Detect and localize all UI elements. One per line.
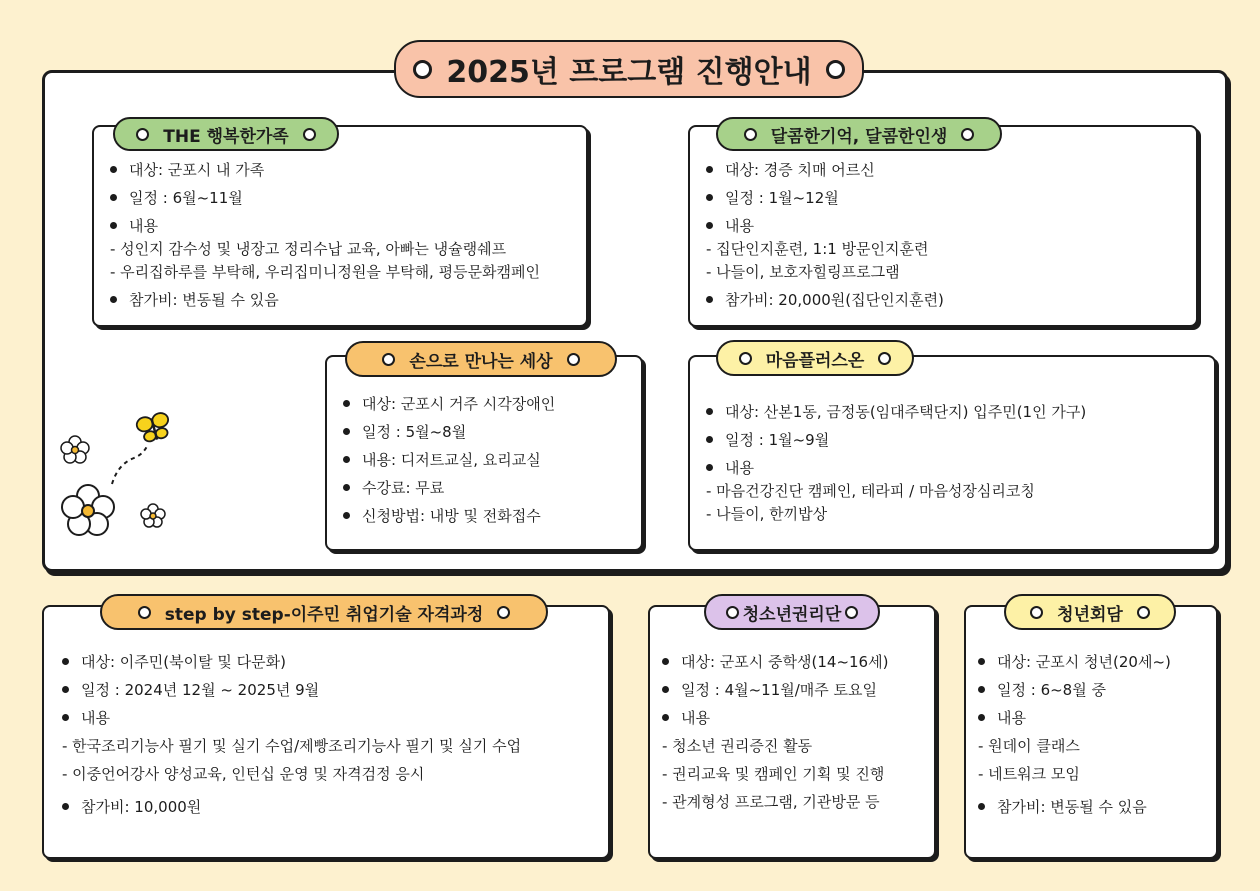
program-title-pill-hands xyxy=(345,341,617,377)
content-detail: - 원데이 클래스 xyxy=(978,737,1080,755)
fee-text: 참가비: 변동될 수 있음 xyxy=(108,289,540,312)
circle-icon xyxy=(382,353,395,366)
circle-icon xyxy=(136,128,149,141)
program-card-talk xyxy=(964,605,1218,859)
fee-text: 참가비: 변동될 수 있음 xyxy=(976,796,1171,819)
butterfly-icon xyxy=(135,411,172,443)
schedule-text: 일정 : 6월~11월 xyxy=(108,187,540,210)
program-card-hands xyxy=(325,355,643,551)
content-detail: - 우리집하루를 부탁해, 우리집미니정원을 부탁해, 평등문화캠페인 xyxy=(110,263,541,281)
program-title-pill-memory xyxy=(716,117,1002,151)
target-text: 대상: 이주민(북이탈 및 다문화) xyxy=(60,651,521,674)
apply-method-text: 신청방법: 내방 및 전화접수 xyxy=(341,505,555,528)
fee-text: 참가비: 20,000원(집단인지훈련) xyxy=(704,289,944,312)
circle-icon xyxy=(961,128,974,141)
program-card-mind xyxy=(688,355,1216,551)
program-card-family xyxy=(92,125,588,327)
program-title-pill-talk xyxy=(1004,594,1176,630)
content-detail: - 청소년 권리증진 활동 xyxy=(662,737,813,755)
circle-icon xyxy=(739,352,752,365)
program-card-memory xyxy=(688,125,1198,327)
content-detail: - 권리교육 및 캠페인 기획 및 진행 xyxy=(662,765,885,783)
target-text: 대상: 군포시 내 가족 xyxy=(108,159,540,182)
program-title: step by step-이주민 취업기술 자격과정 xyxy=(164,604,484,625)
circle-icon xyxy=(744,128,757,141)
content-label: 내용 xyxy=(108,215,540,238)
program-title: THE 행복한가족 xyxy=(163,126,289,147)
target-text: 대상: 군포시 거주 시각장애인 xyxy=(341,393,555,416)
program-title-pill-mind xyxy=(716,340,914,376)
program-title: 마음플러스온 xyxy=(765,350,865,371)
schedule-text: 일정 : 5월~8월 xyxy=(341,421,555,444)
circle-icon xyxy=(1137,606,1150,619)
flower-decoration xyxy=(50,408,190,538)
content-detail: - 네트워크 모임 xyxy=(978,765,1080,783)
content-label: 내용 xyxy=(976,707,1171,730)
content-detail: - 마음건강진단 캠페인, 테라피 / 마음성장심리코칭 xyxy=(706,482,1035,500)
page-title: 2025년 프로그램 진행안내 xyxy=(446,55,812,90)
circle-icon xyxy=(878,352,891,365)
program-title-pill-step xyxy=(100,594,548,630)
program-title: 달콤한기억, 달콤한인생 xyxy=(770,126,948,147)
flower-icon xyxy=(141,504,165,527)
content-text: 내용: 디저트교실, 요리교실 xyxy=(341,449,555,472)
circle-icon xyxy=(726,606,739,619)
circle-icon xyxy=(497,606,510,619)
content-label: 내용 xyxy=(60,707,521,730)
content-label: 내용 xyxy=(704,215,944,238)
circle-icon xyxy=(1030,606,1043,619)
content-label: 내용 xyxy=(660,707,888,730)
schedule-text: 일정 : 1월~12월 xyxy=(704,187,944,210)
program-card-step xyxy=(42,605,610,859)
flower-icon xyxy=(62,485,114,535)
content-detail: - 나들이, 한끼밥상 xyxy=(706,505,828,523)
schedule-text: 일정 : 6~8월 중 xyxy=(976,679,1171,702)
page-title-pill xyxy=(394,40,864,98)
content-label: 내용 xyxy=(704,457,1086,480)
content-detail: - 집단인지훈련, 1:1 방문인지훈련 xyxy=(706,240,929,258)
program-title: 청년회담 xyxy=(1057,604,1123,625)
fee-text: 수강료: 무료 xyxy=(341,477,555,500)
program-title: 청소년권리단 xyxy=(742,604,842,625)
target-text: 대상: 군포시 중학생(14~16세) xyxy=(660,651,888,674)
circle-icon xyxy=(138,606,151,619)
circle-icon xyxy=(845,606,858,619)
schedule-text: 일정 : 4월~11월/매주 토요일 xyxy=(660,679,888,702)
program-title: 손으로 만나는 세상 xyxy=(409,351,553,372)
schedule-text: 일정 : 1월~9월 xyxy=(704,429,1086,452)
program-title-pill-family xyxy=(113,117,339,151)
circle-icon xyxy=(413,60,432,79)
circle-icon xyxy=(826,60,845,79)
content-detail: - 한국조리기능사 필기 및 실기 수업/제빵조리기능사 필기 및 실기 수업 xyxy=(62,737,522,755)
circle-icon xyxy=(567,353,580,366)
fee-text: 참가비: 10,000원 xyxy=(60,796,521,819)
target-text: 대상: 군포시 청년(20세~) xyxy=(976,651,1171,674)
target-text: 대상: 경증 치매 어르신 xyxy=(704,159,944,182)
program-title-pill-youth xyxy=(704,594,880,630)
content-detail: - 관계형성 프로그램, 기관방문 등 xyxy=(662,793,880,811)
circle-icon xyxy=(303,128,316,141)
target-text: 대상: 산본1동, 금정동(임대주택단지) 입주민(1인 가구) xyxy=(704,401,1086,424)
content-detail: - 성인지 감수성 및 냉장고 정리수납 교육, 아빠는 냉슐랭쉐프 xyxy=(110,240,507,258)
schedule-text: 일정 : 2024년 12월 ~ 2025년 9월 xyxy=(60,679,521,702)
program-card-youth xyxy=(648,605,936,859)
flower-icon xyxy=(61,436,89,463)
content-detail: - 나들이, 보호자힐링프로그램 xyxy=(706,263,900,281)
content-detail: - 이중언어강사 양성교육, 인턴십 운영 및 자격검정 응시 xyxy=(62,765,425,783)
